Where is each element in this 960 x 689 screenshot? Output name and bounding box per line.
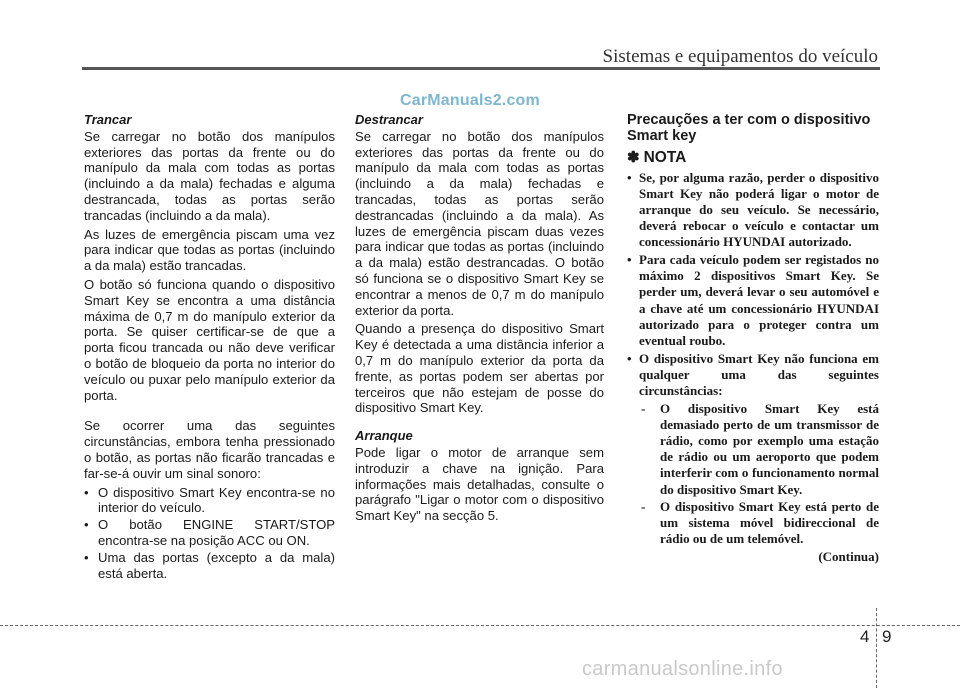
sub-list-item: - O dispositivo Smart Key está demasiado perto de um transmissor de rádio, como por exemplo uma estação de rádio ou um aeroporto que podem interferir com o funcionamento normal do dispositivo Smart Key. <box>641 401 879 497</box>
list-item: • O dispositivo Smart Key encontra-se no interior do veículo. <box>84 484 335 516</box>
page-number: 9 <box>882 627 892 646</box>
bullet-icon: • <box>627 252 632 268</box>
sub-list <box>639 401 879 547</box>
column-2 <box>355 112 604 527</box>
paragraph: Se carregar no botão dos manípulos exteriores das portas da frente ou do manípulo da mala com todas as portas (incluindo a da mala) fechadas e trancadas, todas as portas serão destrancadas (incluindo a da mala). As luzes de emergência piscam duas vezes para indicar que todas as portas (incluindo a da mala) estão destrancadas. O botão só funciona se o dispositivo Smart Key se encontrar a menos de 0,7 m do manípulo exterior da porta. <box>355 128 604 318</box>
list-item: • Para cada veículo podem ser registados no máximo 2 dispositivos Smart Key. Se perder um, deverá levar o seu automóvel e a chave até um concessionário HYUNDAI autorizado para o proteger contra um eventual roubo. <box>627 252 879 348</box>
watermark-top: CarManuals2.com <box>400 92 540 109</box>
section-title: Precauções a ter com o dispositivo Smart key <box>627 112 871 144</box>
paragraph: Pode ligar o motor de arranque sem introduzir a chave na ignição. Para informações mais detalhadas, consulte o parágrafo "Ligar o motor com o dispositivo Smart Key" na secção 5. <box>355 444 604 524</box>
sub-list-item: - O dispositivo Smart Key está perto de um sistema móvel bidireccional de rádio ou de um telemóvel. <box>641 498 879 546</box>
heading-trancar: Trancar <box>84 112 132 127</box>
bullet-icon: • <box>627 169 632 185</box>
column-3 <box>627 112 879 565</box>
watermark-bottom: carmanualsonline.info <box>582 658 783 680</box>
paragraph: As luzes de emergência piscam uma vez para indicar que todas as portas (incluindo a da mala) estão trancadas. <box>84 226 335 274</box>
paragraph: O botão só funciona quando o dispositivo Smart Key se encontra a uma distância máxima de 0,7 m do manípulo exterior da porta. Se quiser certificar-se de que a porta ficou trancada ou não deve verificar o botão de bloqueio da porta no interior do veículo ou puxar pelo manípulo exterior da porta. <box>84 276 335 403</box>
nota-list <box>627 170 879 547</box>
running-header-title: Sistemas e equipamentos do veículo <box>602 46 878 67</box>
asterisk-icon: ✽ <box>627 149 640 166</box>
chapter-number: 4 <box>860 627 870 646</box>
dash-icon: - <box>641 498 646 514</box>
dash-icon: - <box>641 401 646 417</box>
list-item: • Se, por alguma razão, perder o dispositivo Smart Key não poderá ligar o motor de arranque do seu veículo. Se necessário, deverá rebocar o veículo e contactar um concessionário HYUNDAI autorizado. <box>627 169 879 250</box>
continued-label: (Continua) <box>818 548 879 564</box>
heading-arranque: Arranque <box>355 428 413 444</box>
nota-label: NOTA <box>643 149 687 166</box>
paragraph: Quando a presença do dispositivo Smart Key é detectada a uma distância inferior a 0,7 m do manípulo exterior da porta da frente, as portas podem ser abertas por terceiros que não estejam de posse do dispositivo Smart Key. <box>355 321 604 416</box>
bullet-icon: • <box>84 549 89 565</box>
page-number-divider <box>876 608 877 688</box>
footer-rule <box>0 625 960 626</box>
bullet-icon: • <box>627 350 632 366</box>
paragraph: Se carregar no botão dos manípulos exteriores das portas da frente ou do manípulo da mala com todas as portas (incluindo a da mala) fechadas e alguma destrancada, todas as portas serão trancadas (incluindo a da mala). <box>84 128 335 223</box>
column-1 <box>84 112 335 582</box>
bullet-list <box>84 485 335 582</box>
header-rule <box>82 67 880 70</box>
bullet-icon: • <box>84 484 89 500</box>
spacer <box>84 406 335 418</box>
heading-destrancar: Destrancar <box>355 112 423 127</box>
list-item: • Uma das portas (excepto a da mala) está aberta. <box>84 549 335 581</box>
bullet-icon: • <box>84 517 89 533</box>
nota-heading <box>627 150 879 166</box>
paragraph: Se ocorrer uma das seguintes circunstâncias, embora tenha pressionado o botão, as portas não ficarão trancadas e far-se-á ouvir um sinal sonoro: <box>84 418 335 481</box>
list-item: • O botão ENGINE START/STOP encontra-se na posição ACC ou ON. <box>84 517 335 548</box>
list-item: • O dispositivo Smart Key não funciona em qualquer uma das seguintes circunstâncias: - O dispositivo Smart Key está demasiado perto de um transmissor de rádio, como por exemplo uma estação de rádio ou um aeroporto que podem interferir com o funcionamento normal do dispositivo Smart Key. - O dispositivo Smart Key está perto de um sistema móvel bidireccional de rádio ou de um telemóvel. <box>627 350 879 546</box>
